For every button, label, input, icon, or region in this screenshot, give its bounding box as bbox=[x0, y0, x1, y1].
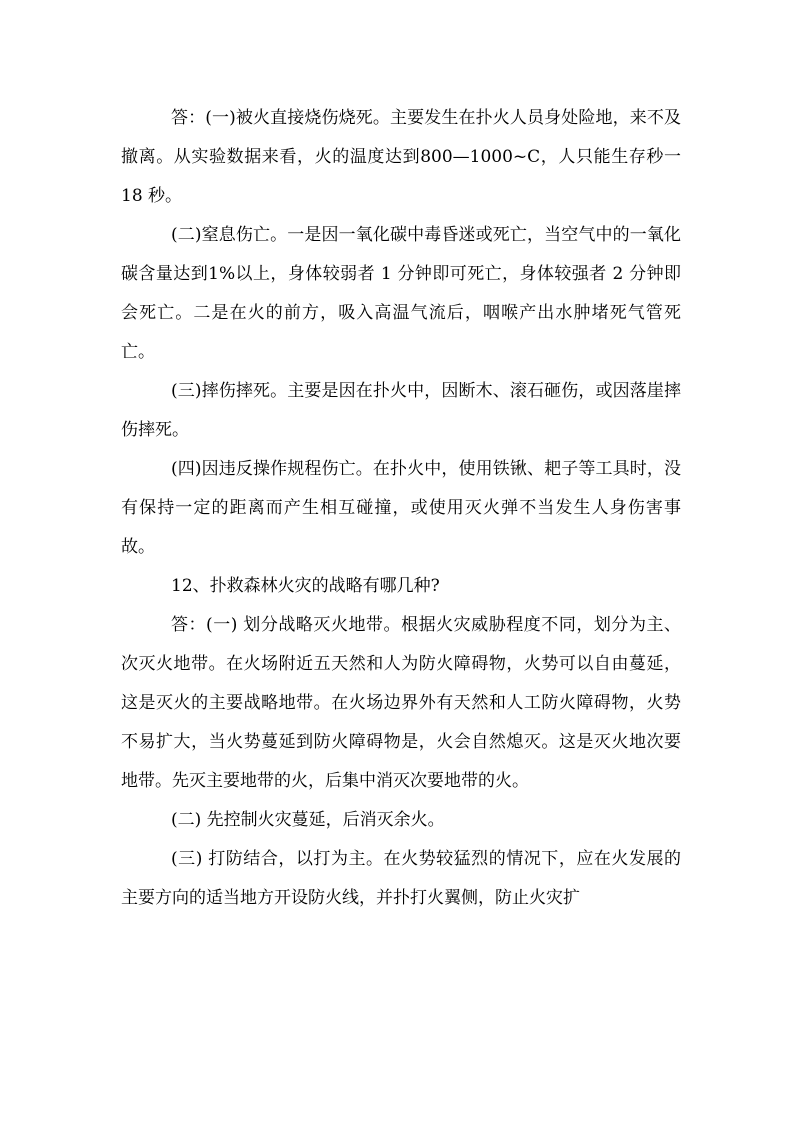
question-heading-12: 12、扑救森林火灾的战略有哪几种? bbox=[171, 576, 440, 596]
paragraph-control-spread: (二) 先控制火灾蔓延，后消灭余火。 bbox=[171, 810, 445, 830]
paragraph-combine-fight-prevent: (三) 打防结合，以打为主。在火势较猛烈的情况下，应在火发展的主要方向的适当地方开设防火线，并扑打火翼侧，防止火灾扩 bbox=[121, 849, 681, 908]
paragraph-strategy-zones: 答：(一) 划分战略灭火地带。根据火灾威胁程度不同，划分为主、次灭火地带。在火场附近五天然和人为防火障碍物，火势可以自由蔓延，这是灭火的主要战略地带。在火场边界外有天然和人工防火障碍物，火势不易扩大，当火势蔓延到防火障碍物是，火会自然熄灭。这是灭火地次要地带。先灭主要地带的火，后集中消灭次要地带的火。 bbox=[121, 615, 681, 791]
paragraph-fall-injury: (三)摔伤摔死。主要是因在扑火中，因断木、滚石砸伤，或因落崖摔伤摔死。 bbox=[121, 381, 681, 440]
paragraph-suffocation: (二)窒息伤亡。一是因一氧化碳中毒昏迷或死亡，当空气中的一氧化碳含量达到1%以上，身体较弱者 1 分钟即可死亡，身体较强者 2 分钟即会死亡。二是在火的前方，吸入高温气流后，咽喉产出水肿堵死气管死亡。 bbox=[121, 225, 681, 362]
paragraph-burn-death: 答：(一)被火直接烧伤烧死。主要发生在扑火人员身处险地，来不及撤离。从实验数据来看，火的温度达到800—1000~C，人只能生存秒一18 秒。 bbox=[121, 108, 681, 206]
paragraph-rule-violation: (四)因违反操作规程伤亡。在扑火中，使用铁锹、耙子等工具时，没有保持一定的距离而产生相互碰撞，或使用灭火弹不当发生人身伤害事故。 bbox=[121, 459, 681, 557]
document-body bbox=[121, 99, 681, 918]
